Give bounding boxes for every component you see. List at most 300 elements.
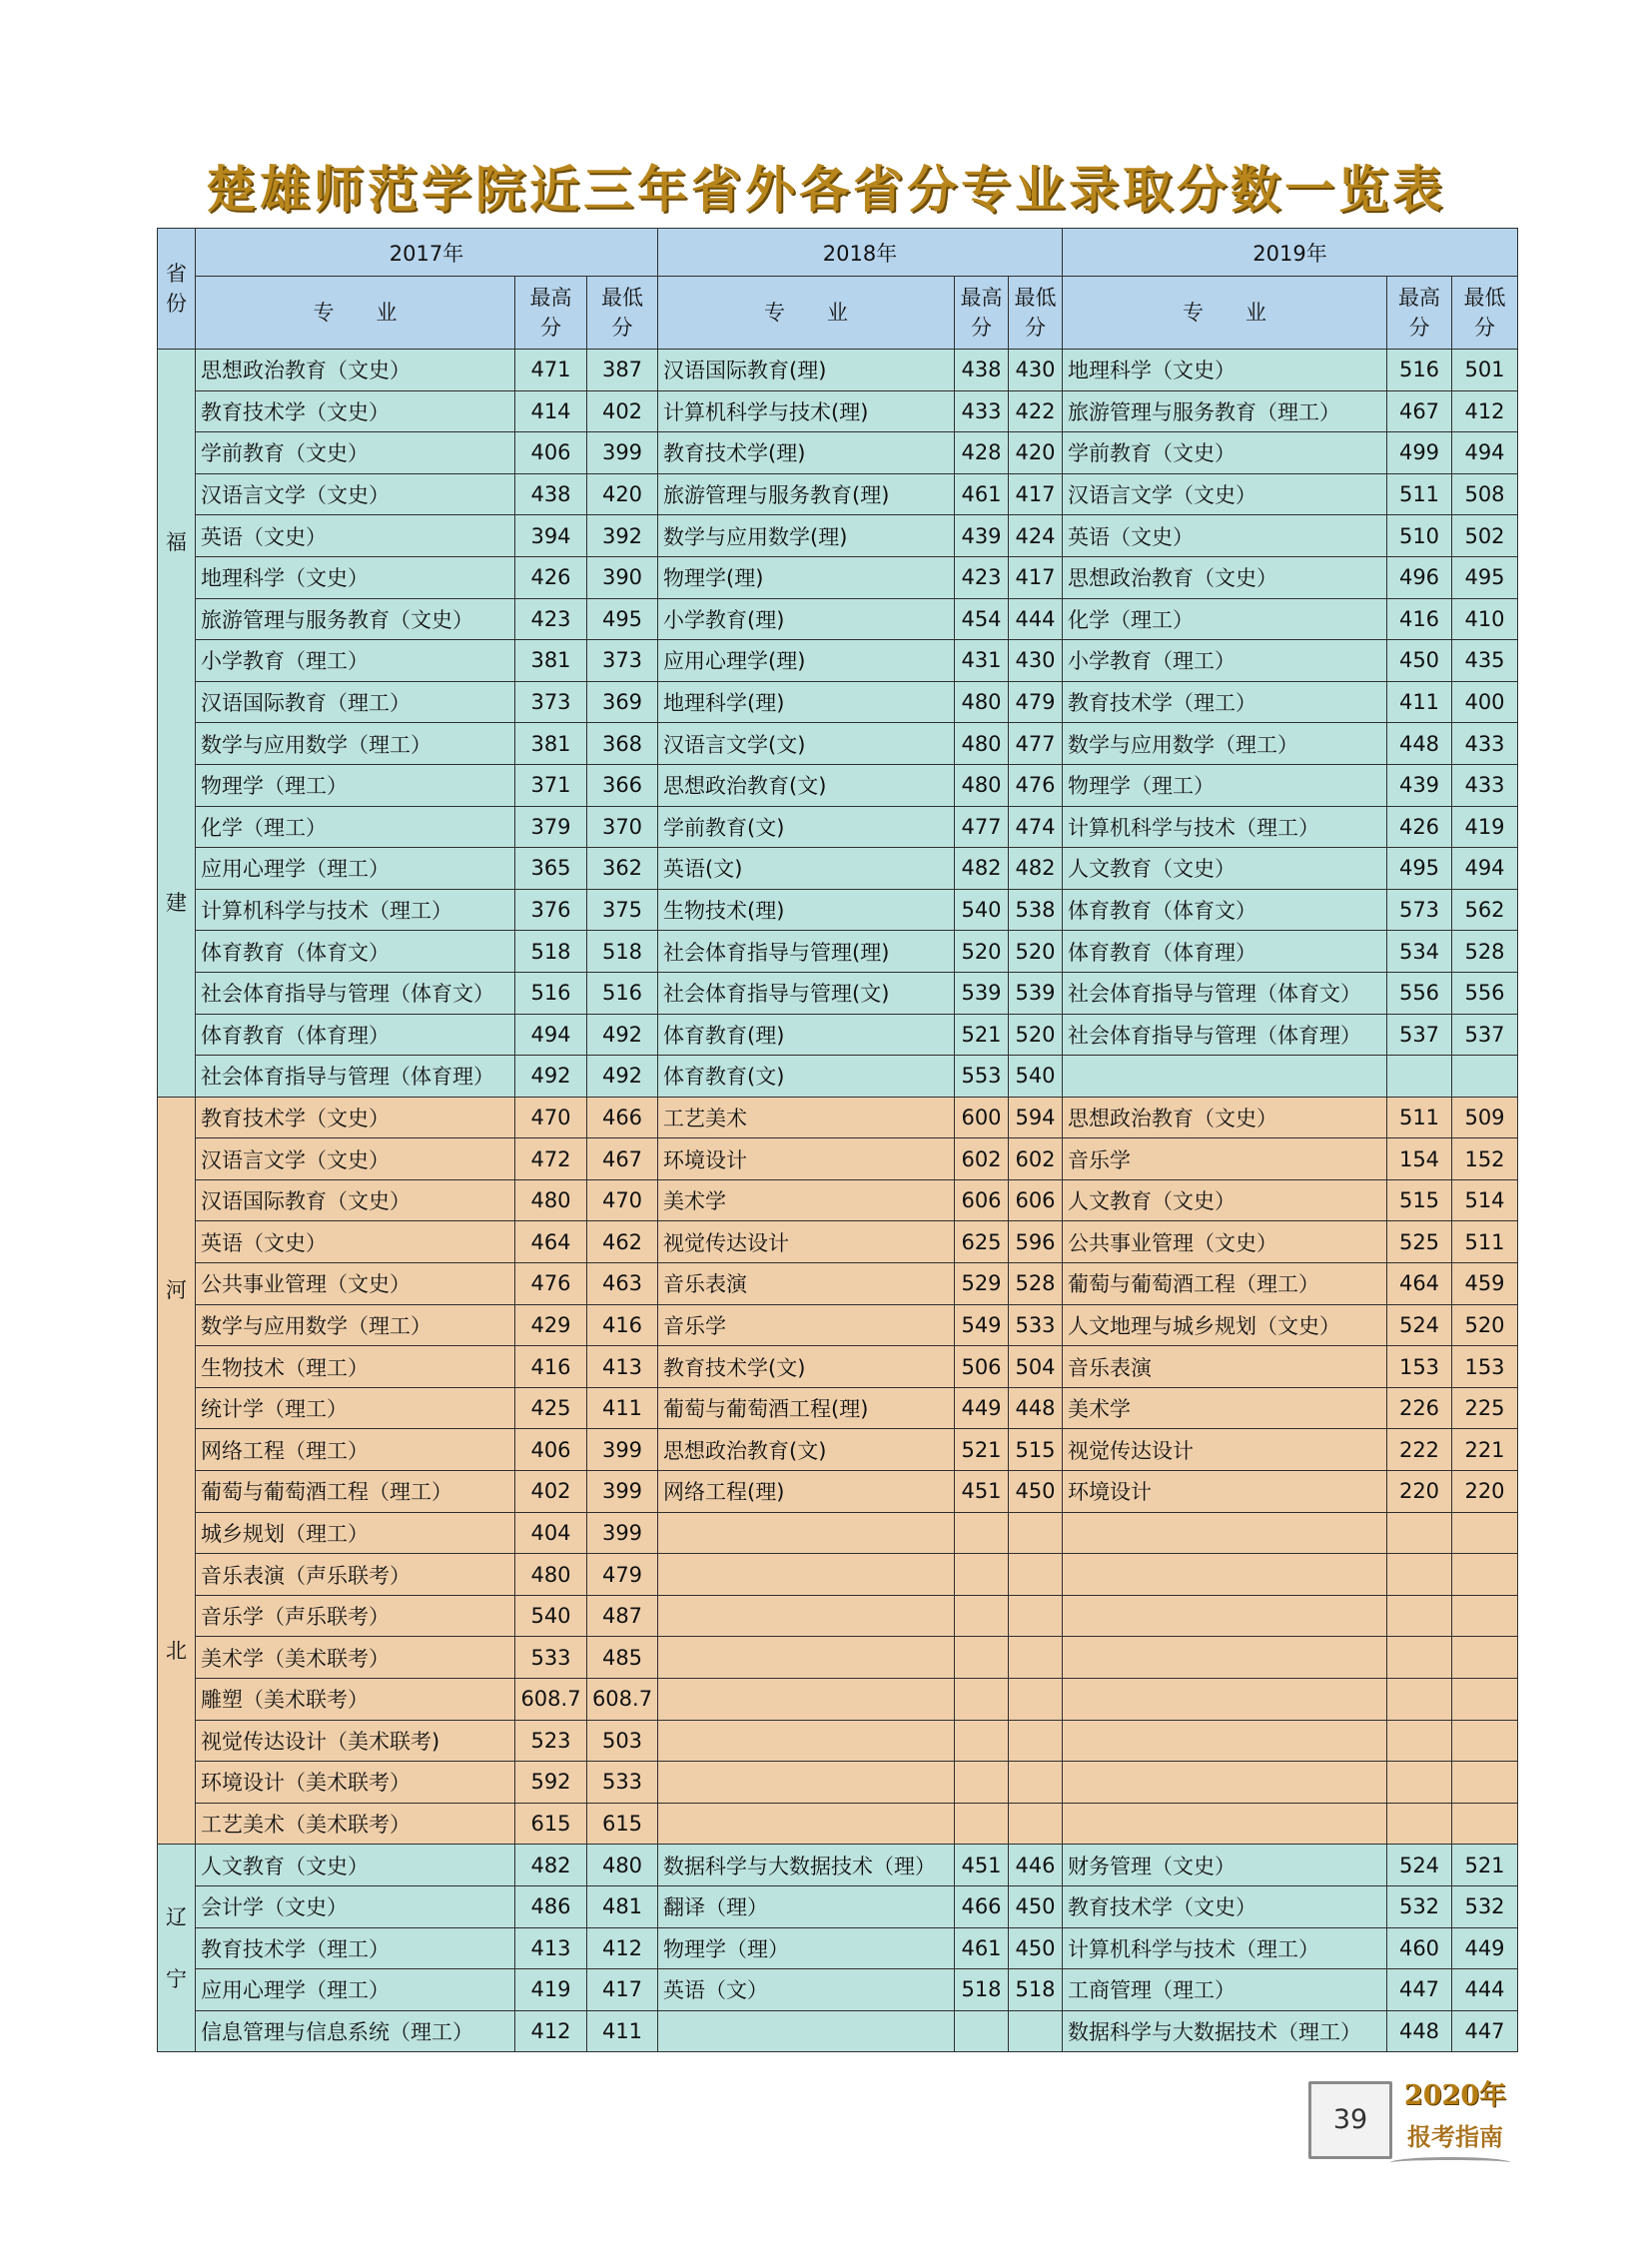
table-row	[158, 2010, 1518, 2052]
major-cell-2017: 汉语国际教育（理工）	[196, 681, 515, 723]
min-score-cell-2018	[1009, 1595, 1063, 1637]
page-number: 39	[1308, 2081, 1392, 2159]
max-score-cell-2019: 416	[1387, 598, 1452, 640]
major-cell-2017: 英语（文史）	[196, 1221, 515, 1263]
max-score-cell-2019	[1387, 1637, 1452, 1679]
min-score-cell-2018	[1009, 1679, 1063, 1721]
min-score-cell-2018: 477	[1009, 723, 1063, 765]
max-score-header: 最高 分	[955, 277, 1009, 350]
major-cell-2019: 计算机科学与技术（理工）	[1063, 1927, 1387, 1969]
max-score-cell-2018	[955, 1512, 1009, 1554]
min-score-cell-2019: 152	[1452, 1138, 1518, 1180]
min-score-cell-2019: 508	[1452, 473, 1518, 515]
table-row	[158, 1263, 1518, 1305]
min-score-cell-2017: 495	[587, 598, 658, 640]
max-score-cell-2018	[955, 1762, 1009, 1804]
table-row	[158, 1138, 1518, 1180]
table-row	[158, 1927, 1518, 1969]
major-cell-2019: 美术学	[1063, 1387, 1387, 1429]
year-header-row	[158, 229, 1518, 277]
max-score-cell-2018: 482	[955, 848, 1009, 890]
min-score-cell-2019: 400	[1452, 681, 1518, 723]
major-cell-2019: 教育技术学（理工）	[1063, 681, 1387, 723]
min-score-cell-2019: 225	[1452, 1387, 1518, 1429]
max-score-cell-2019: 447	[1387, 1969, 1452, 2011]
min-score-cell-2017: 492	[587, 1014, 658, 1056]
major-cell-2019: 小学教育（理工）	[1063, 640, 1387, 682]
min-score-cell-2018: 539	[1009, 972, 1063, 1014]
max-score-cell-2019	[1387, 1554, 1452, 1596]
max-score-cell-2018: 439	[955, 515, 1009, 557]
min-score-cell-2017: 608.7	[587, 1679, 658, 1721]
max-score-cell-2017: 406	[515, 432, 587, 474]
major-cell-2017: 音乐表演（声乐联考）	[196, 1554, 515, 1596]
min-score-cell-2019: 562	[1452, 889, 1518, 931]
max-score-cell-2018: 466	[955, 1885, 1009, 1927]
min-score-cell-2019: 520	[1452, 1304, 1518, 1346]
table-row	[158, 1512, 1518, 1554]
max-score-cell-2018	[955, 1679, 1009, 1721]
min-score-cell-2019: 447	[1452, 2010, 1518, 2052]
min-score-cell-2017: 417	[587, 1969, 658, 2011]
province-cell: 辽 宁	[158, 1845, 196, 2052]
min-score-cell-2017: 416	[587, 1304, 658, 1346]
major-cell-2017: 统计学（理工）	[196, 1387, 515, 1429]
max-score-cell-2018: 518	[955, 1969, 1009, 2011]
min-score-cell-2018: 518	[1009, 1969, 1063, 2011]
max-score-cell-2019: 511	[1387, 473, 1452, 515]
major-cell-2019: 社会体育指导与管理（体育理）	[1063, 1014, 1387, 1056]
min-score-cell-2019	[1452, 1679, 1518, 1721]
max-score-cell-2017: 540	[515, 1595, 587, 1637]
table-row	[158, 390, 1518, 432]
max-score-cell-2017: 523	[515, 1720, 587, 1762]
max-score-cell-2019: 534	[1387, 931, 1452, 973]
table-row	[158, 1304, 1518, 1346]
max-score-cell-2019: 511	[1387, 1097, 1452, 1138]
max-score-cell-2019: 525	[1387, 1221, 1452, 1263]
major-cell-2019	[1063, 1056, 1387, 1098]
min-score-cell-2019	[1452, 1637, 1518, 1679]
major-cell-2017: 城乡规划（理工）	[196, 1512, 515, 1554]
max-score-header: 最高 分	[1387, 277, 1452, 350]
min-score-cell-2018: 596	[1009, 1221, 1063, 1263]
max-score-cell-2018: 451	[955, 1845, 1009, 1886]
major-cell-2019	[1063, 1512, 1387, 1554]
year-header-2017: 2017年	[196, 229, 658, 277]
table-row	[158, 640, 1518, 682]
table-row	[158, 1221, 1518, 1263]
major-cell-2017: 数学与应用数学（理工）	[196, 723, 515, 765]
max-score-cell-2018: 553	[955, 1056, 1009, 1098]
max-score-cell-2018: 520	[955, 931, 1009, 973]
major-cell-2018: 汉语国际教育(理)	[658, 350, 955, 391]
max-score-cell-2017: 426	[515, 556, 587, 598]
min-score-cell-2019	[1452, 1803, 1518, 1845]
year-badge: 2020年	[1403, 2080, 1507, 2111]
min-score-cell-2019	[1452, 1512, 1518, 1554]
table-row	[158, 1679, 1518, 1721]
min-score-cell-2019: 501	[1452, 350, 1518, 391]
major-header: 专 业	[1063, 277, 1387, 350]
min-score-cell-2018	[1009, 1512, 1063, 1554]
min-score-cell-2019: 532	[1452, 1885, 1518, 1927]
major-cell-2019: 学前教育（文史）	[1063, 432, 1387, 474]
table-row	[158, 350, 1518, 391]
major-cell-2017: 信息管理与信息系统（理工）	[196, 2010, 515, 2052]
min-score-cell-2017: 399	[587, 432, 658, 474]
major-cell-2019: 化学（理工）	[1063, 598, 1387, 640]
min-score-cell-2018: 540	[1009, 1056, 1063, 1098]
max-score-cell-2017: 533	[515, 1637, 587, 1679]
min-score-cell-2019: 419	[1452, 806, 1518, 848]
major-cell-2018: 旅游管理与服务教育(理)	[658, 473, 955, 515]
min-score-cell-2019: 511	[1452, 1221, 1518, 1263]
max-score-cell-2017: 376	[515, 889, 587, 931]
major-cell-2018: 数据科学与大数据技术（理）	[658, 1845, 955, 1886]
min-score-cell-2019: 502	[1452, 515, 1518, 557]
min-score-cell-2017: 399	[587, 1512, 658, 1554]
min-score-cell-2019: 459	[1452, 1263, 1518, 1305]
major-cell-2017: 公共事业管理（文史）	[196, 1263, 515, 1305]
major-cell-2019: 公共事业管理（文史）	[1063, 1221, 1387, 1263]
major-cell-2019: 英语（文史）	[1063, 515, 1387, 557]
major-cell-2018: 学前教育(文)	[658, 806, 955, 848]
min-score-cell-2019	[1452, 1056, 1518, 1098]
major-cell-2018: 物理学(理)	[658, 556, 955, 598]
major-cell-2018: 音乐表演	[658, 1263, 955, 1305]
min-score-cell-2018: 450	[1009, 1927, 1063, 1969]
max-score-cell-2019: 448	[1387, 2010, 1452, 2052]
major-cell-2018: 计算机科学与技术(理)	[658, 390, 955, 432]
max-score-cell-2018	[955, 1595, 1009, 1637]
max-score-cell-2018: 480	[955, 723, 1009, 765]
max-score-cell-2019: 426	[1387, 806, 1452, 848]
major-cell-2019: 音乐学	[1063, 1138, 1387, 1180]
major-cell-2017: 社会体育指导与管理（体育理）	[196, 1056, 515, 1098]
min-score-cell-2018: 417	[1009, 556, 1063, 598]
major-cell-2018: 教育技术学(理)	[658, 432, 955, 474]
major-cell-2018: 地理科学(理)	[658, 681, 955, 723]
min-score-cell-2018: 528	[1009, 1263, 1063, 1305]
min-score-cell-2018: 520	[1009, 1014, 1063, 1056]
major-cell-2017: 美术学（美术联考）	[196, 1637, 515, 1679]
min-score-cell-2017: 373	[587, 640, 658, 682]
max-score-cell-2018	[955, 1720, 1009, 1762]
major-cell-2018	[658, 1554, 955, 1596]
max-score-cell-2019	[1387, 1720, 1452, 1762]
province-header: 省 份	[158, 229, 196, 350]
max-score-cell-2019: 154	[1387, 1138, 1452, 1180]
major-cell-2019	[1063, 1762, 1387, 1804]
min-score-cell-2019	[1452, 1554, 1518, 1596]
major-cell-2018: 社会体育指导与管理(文)	[658, 972, 955, 1014]
min-score-cell-2019	[1452, 1595, 1518, 1637]
min-score-cell-2017: 487	[587, 1595, 658, 1637]
major-cell-2019: 旅游管理与服务教育（理工）	[1063, 390, 1387, 432]
major-cell-2018: 工艺美术	[658, 1097, 955, 1138]
major-cell-2018	[658, 1679, 955, 1721]
max-score-cell-2018: 521	[955, 1429, 1009, 1471]
min-score-cell-2019: 435	[1452, 640, 1518, 682]
major-cell-2018: 数学与应用数学(理)	[658, 515, 955, 557]
max-score-cell-2019: 460	[1387, 1927, 1452, 1969]
major-cell-2017: 教育技术学（文史）	[196, 390, 515, 432]
max-score-cell-2018	[955, 1554, 1009, 1596]
major-cell-2018: 小学教育(理)	[658, 598, 955, 640]
major-cell-2018	[658, 1512, 955, 1554]
table-row	[158, 764, 1518, 806]
min-score-cell-2018: 430	[1009, 640, 1063, 682]
max-score-cell-2018: 625	[955, 1221, 1009, 1263]
max-score-cell-2019: 499	[1387, 432, 1452, 474]
min-score-cell-2017: 481	[587, 1885, 658, 1927]
major-cell-2017: 应用心理学（理工）	[196, 848, 515, 890]
table-row	[158, 1637, 1518, 1679]
max-score-cell-2017: 371	[515, 764, 587, 806]
min-score-cell-2017: 366	[587, 764, 658, 806]
max-score-cell-2017: 438	[515, 473, 587, 515]
min-score-cell-2017: 411	[587, 2010, 658, 2052]
major-cell-2018: 生物技术(理)	[658, 889, 955, 931]
min-score-cell-2018	[1009, 2010, 1063, 2052]
min-score-cell-2017: 518	[587, 931, 658, 973]
table-row	[158, 598, 1518, 640]
max-score-cell-2018: 529	[955, 1263, 1009, 1305]
major-cell-2018: 环境设计	[658, 1138, 955, 1180]
min-score-cell-2019: 494	[1452, 432, 1518, 474]
max-score-cell-2017: 373	[515, 681, 587, 723]
min-score-cell-2017: 375	[587, 889, 658, 931]
max-score-cell-2017: 482	[515, 1845, 587, 1886]
major-cell-2017: 思想政治教育（文史）	[196, 350, 515, 391]
major-cell-2018	[658, 1803, 955, 1845]
max-score-cell-2018: 480	[955, 764, 1009, 806]
major-cell-2019: 计算机科学与技术（理工）	[1063, 806, 1387, 848]
max-score-cell-2019: 516	[1387, 350, 1452, 391]
guide-label: 报考指南	[1407, 2123, 1503, 2151]
min-score-cell-2018: 446	[1009, 1845, 1063, 1886]
max-score-cell-2017: 429	[515, 1304, 587, 1346]
province-cell: 河 北	[158, 1097, 196, 1845]
max-score-cell-2017: 476	[515, 1263, 587, 1305]
major-cell-2017: 体育教育（体育理）	[196, 1014, 515, 1056]
max-score-cell-2019: 556	[1387, 972, 1452, 1014]
major-cell-2019: 人文地理与城乡规划（文史）	[1063, 1304, 1387, 1346]
min-score-cell-2017: 413	[587, 1346, 658, 1388]
min-score-cell-2018: 602	[1009, 1138, 1063, 1180]
major-cell-2018	[658, 1762, 955, 1804]
min-score-cell-2018: 594	[1009, 1097, 1063, 1138]
max-score-cell-2018: 449	[955, 1387, 1009, 1429]
major-cell-2017: 教育技术学（文史）	[196, 1097, 515, 1138]
min-score-cell-2017: 533	[587, 1762, 658, 1804]
table-row	[158, 1387, 1518, 1429]
max-score-cell-2018: 428	[955, 432, 1009, 474]
major-cell-2018: 社会体育指导与管理(理)	[658, 931, 955, 973]
max-score-cell-2019: 524	[1387, 1304, 1452, 1346]
major-cell-2017: 网络工程（理工）	[196, 1429, 515, 1471]
max-score-cell-2019	[1387, 1056, 1452, 1098]
province-cell: 福 建	[158, 350, 196, 1098]
major-cell-2017: 教育技术学（理工）	[196, 1927, 515, 1969]
table-row	[158, 1803, 1518, 1845]
max-score-cell-2017: 516	[515, 972, 587, 1014]
max-score-cell-2018: 461	[955, 1927, 1009, 1969]
major-cell-2019	[1063, 1803, 1387, 1845]
min-score-cell-2017: 368	[587, 723, 658, 765]
min-score-cell-2018: 520	[1009, 931, 1063, 973]
table-row	[158, 1014, 1518, 1056]
major-cell-2019: 汉语言文学（文史）	[1063, 473, 1387, 515]
major-cell-2018: 教育技术学(文)	[658, 1346, 955, 1388]
min-score-cell-2017: 387	[587, 350, 658, 391]
major-cell-2018: 翻译（理）	[658, 1885, 955, 1927]
max-score-cell-2018: 606	[955, 1179, 1009, 1221]
max-score-cell-2017: 472	[515, 1138, 587, 1180]
min-score-cell-2017: 370	[587, 806, 658, 848]
min-score-cell-2019: 514	[1452, 1179, 1518, 1221]
major-cell-2017: 体育教育（体育文）	[196, 931, 515, 973]
min-score-cell-2019: 537	[1452, 1014, 1518, 1056]
major-cell-2019: 人文教育（文史）	[1063, 1179, 1387, 1221]
max-score-cell-2018	[955, 2010, 1009, 2052]
major-cell-2017: 会计学（文史）	[196, 1885, 515, 1927]
table-row	[158, 1097, 1518, 1138]
major-cell-2018: 视觉传达设计	[658, 1221, 955, 1263]
major-cell-2019	[1063, 1595, 1387, 1637]
max-score-cell-2017: 608.7	[515, 1679, 587, 1721]
max-score-cell-2019: 532	[1387, 1885, 1452, 1927]
table-row	[158, 1969, 1518, 2011]
book-icon	[1390, 2157, 1510, 2168]
max-score-cell-2019: 450	[1387, 640, 1452, 682]
min-score-cell-2017: 463	[587, 1263, 658, 1305]
table-row	[158, 515, 1518, 557]
max-score-cell-2018: 423	[955, 556, 1009, 598]
min-score-cell-2017: 466	[587, 1097, 658, 1138]
page-footer	[1308, 2067, 1508, 2167]
min-score-cell-2019: 521	[1452, 1845, 1518, 1886]
max-score-cell-2019	[1387, 1595, 1452, 1637]
max-score-cell-2019: 220	[1387, 1471, 1452, 1513]
min-score-cell-2017: 369	[587, 681, 658, 723]
min-score-header: 最低 分	[1009, 277, 1063, 350]
max-score-cell-2017: 414	[515, 390, 587, 432]
min-score-cell-2018: 424	[1009, 515, 1063, 557]
max-score-cell-2017: 425	[515, 1387, 587, 1429]
year-header-2018: 2018年	[658, 229, 1063, 277]
major-cell-2018	[658, 2010, 955, 2052]
major-cell-2019: 体育教育（体育理）	[1063, 931, 1387, 973]
max-score-cell-2017: 381	[515, 640, 587, 682]
max-score-cell-2017: 404	[515, 1512, 587, 1554]
min-score-cell-2018	[1009, 1637, 1063, 1679]
table-row	[158, 681, 1518, 723]
max-score-cell-2017: 471	[515, 350, 587, 391]
max-score-cell-2018: 602	[955, 1138, 1009, 1180]
major-cell-2019: 物理学（理工）	[1063, 764, 1387, 806]
table-row	[158, 1762, 1518, 1804]
max-score-cell-2018: 431	[955, 640, 1009, 682]
min-score-cell-2018	[1009, 1554, 1063, 1596]
major-cell-2017: 环境设计（美术联考）	[196, 1762, 515, 1804]
major-cell-2017: 学前教育（文史）	[196, 432, 515, 474]
min-score-cell-2018: 448	[1009, 1387, 1063, 1429]
max-score-cell-2017: 402	[515, 1471, 587, 1513]
min-score-cell-2018: 420	[1009, 432, 1063, 474]
min-score-cell-2018: 515	[1009, 1429, 1063, 1471]
min-score-cell-2018: 430	[1009, 350, 1063, 391]
table-row	[158, 889, 1518, 931]
major-cell-2018: 应用心理学(理)	[658, 640, 955, 682]
max-score-cell-2017: 470	[515, 1097, 587, 1138]
min-score-cell-2018: 538	[1009, 889, 1063, 931]
min-score-cell-2017: 615	[587, 1803, 658, 1845]
min-score-cell-2018: 422	[1009, 390, 1063, 432]
min-score-cell-2019: 221	[1452, 1429, 1518, 1471]
min-score-cell-2019: 495	[1452, 556, 1518, 598]
max-score-cell-2018: 549	[955, 1304, 1009, 1346]
max-score-cell-2017: 615	[515, 1803, 587, 1845]
major-cell-2018	[658, 1637, 955, 1679]
major-cell-2019: 环境设计	[1063, 1471, 1387, 1513]
major-cell-2017: 化学（理工）	[196, 806, 515, 848]
table-row	[158, 1720, 1518, 1762]
max-score-cell-2017: 379	[515, 806, 587, 848]
max-score-cell-2017: 406	[515, 1429, 587, 1471]
major-cell-2019: 财务管理（文史）	[1063, 1845, 1387, 1886]
major-cell-2017: 小学教育（理工）	[196, 640, 515, 682]
major-header: 专 业	[196, 277, 515, 350]
min-score-cell-2018: 533	[1009, 1304, 1063, 1346]
major-cell-2017: 葡萄与葡萄酒工程（理工）	[196, 1471, 515, 1513]
table-row	[158, 972, 1518, 1014]
max-score-cell-2019	[1387, 1512, 1452, 1554]
max-score-cell-2017: 381	[515, 723, 587, 765]
major-cell-2019: 社会体育指导与管理（体育文）	[1063, 972, 1387, 1014]
min-score-cell-2017: 480	[587, 1845, 658, 1886]
min-score-cell-2018: 476	[1009, 764, 1063, 806]
major-cell-2019: 工商管理（理工）	[1063, 1969, 1387, 2011]
max-score-cell-2018	[955, 1803, 1009, 1845]
max-score-cell-2018: 438	[955, 350, 1009, 391]
min-score-cell-2017: 485	[587, 1637, 658, 1679]
major-cell-2017: 生物技术（理工）	[196, 1346, 515, 1388]
major-cell-2018: 网络工程(理)	[658, 1471, 955, 1513]
major-cell-2018: 美术学	[658, 1179, 955, 1221]
min-score-cell-2017: 462	[587, 1221, 658, 1263]
max-score-cell-2017: 464	[515, 1221, 587, 1263]
max-score-cell-2019	[1387, 1803, 1452, 1845]
major-cell-2018: 葡萄与葡萄酒工程(理)	[658, 1387, 955, 1429]
min-score-cell-2017: 411	[587, 1387, 658, 1429]
major-cell-2017: 视觉传达设计（美术联考)	[196, 1720, 515, 1762]
max-score-cell-2018: 600	[955, 1097, 1009, 1138]
max-score-cell-2017: 423	[515, 598, 587, 640]
column-header-row	[158, 277, 1518, 350]
max-score-cell-2017: 518	[515, 931, 587, 973]
major-cell-2017: 汉语言文学（文史）	[196, 1138, 515, 1180]
table-row	[158, 1595, 1518, 1637]
max-score-cell-2017: 494	[515, 1014, 587, 1056]
min-score-cell-2019: 220	[1452, 1471, 1518, 1513]
max-score-cell-2019: 537	[1387, 1014, 1452, 1056]
max-score-cell-2018: 506	[955, 1346, 1009, 1388]
min-score-cell-2019: 444	[1452, 1969, 1518, 2011]
min-score-cell-2017: 399	[587, 1429, 658, 1471]
major-cell-2019	[1063, 1679, 1387, 1721]
